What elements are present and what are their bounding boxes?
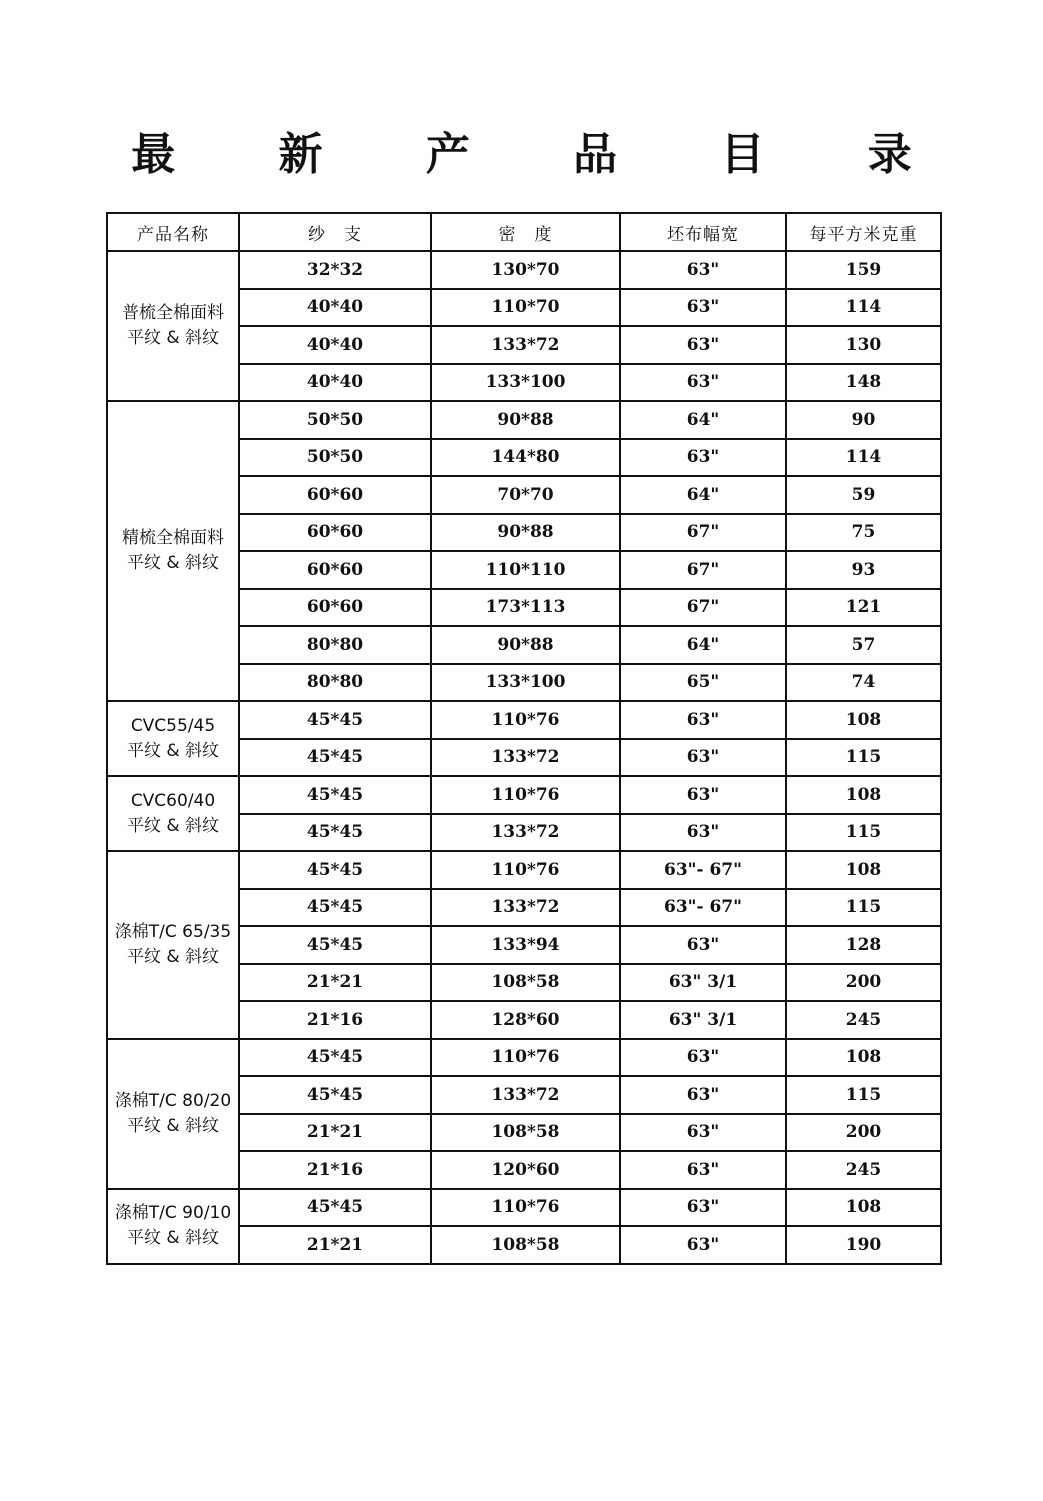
- cell-yarn-count: 40*40: [239, 364, 431, 402]
- cell-greige-width: 63": [620, 1151, 786, 1189]
- cell-gsm: 115: [786, 1076, 941, 1114]
- cell-gsm: 108: [786, 1039, 941, 1077]
- product-group-name: 涤棉T/C 90/10: [114, 1203, 232, 1223]
- cell-density: 133*72: [431, 326, 620, 364]
- product-group-name: 涤棉T/C 65/35: [114, 921, 232, 942]
- header-gsm: 每平方米克重: [786, 213, 941, 251]
- cell-yarn-count: 40*40: [239, 326, 431, 364]
- cell-density: 110*76: [431, 1189, 620, 1227]
- cell-density: 133*72: [431, 889, 620, 927]
- cell-gsm: 130: [786, 326, 941, 364]
- cell-gsm: 74: [786, 664, 941, 702]
- product-group-cell: [107, 251, 239, 401]
- cell-greige-width: 67": [620, 589, 786, 627]
- product-group-weave: 平纹 & 斜纹: [126, 946, 220, 967]
- cell-greige-width: 63": [620, 1189, 786, 1227]
- cell-gsm: 114: [786, 289, 941, 327]
- product-group-weave: 平纹 & 斜纹: [126, 1228, 220, 1248]
- cell-gsm: 108: [786, 851, 941, 889]
- cell-gsm: 128: [786, 926, 941, 964]
- cell-gsm: 90: [786, 401, 941, 439]
- table-row: [107, 776, 941, 814]
- cell-yarn-count: 50*50: [239, 439, 431, 477]
- cell-yarn-count: 45*45: [239, 814, 431, 852]
- cell-gsm: 200: [786, 964, 941, 1002]
- cell-density: 90*88: [431, 514, 620, 552]
- cell-yarn-count: 60*60: [239, 514, 431, 552]
- cell-yarn-count: 60*60: [239, 551, 431, 589]
- cell-yarn-count: 21*16: [239, 1151, 431, 1189]
- cell-greige-width: 64": [620, 476, 786, 514]
- cell-gsm: 200: [786, 1114, 941, 1152]
- cell-greige-width: 63": [620, 701, 786, 739]
- cell-greige-width: 64": [620, 626, 786, 664]
- cell-density: 110*76: [431, 851, 620, 889]
- cell-density: 144*80: [431, 439, 620, 477]
- cell-density: 133*72: [431, 739, 620, 777]
- product-catalog-table: [106, 212, 942, 1265]
- cell-greige-width: 63": [620, 289, 786, 327]
- cell-gsm: 115: [786, 739, 941, 777]
- cell-yarn-count: 45*45: [239, 776, 431, 814]
- table-header-row: [107, 213, 941, 251]
- cell-density: 128*60: [431, 1001, 620, 1039]
- cell-yarn-count: 45*45: [239, 851, 431, 889]
- cell-density: 173*113: [431, 589, 620, 627]
- cell-gsm: 121: [786, 589, 941, 627]
- cell-yarn-count: 45*45: [239, 889, 431, 927]
- cell-greige-width: 65": [620, 664, 786, 702]
- cell-density: 110*76: [431, 701, 620, 739]
- product-group-cell: [107, 1039, 239, 1189]
- cell-greige-width: 63": [620, 1114, 786, 1152]
- cell-yarn-count: 60*60: [239, 476, 431, 514]
- cell-gsm: 190: [786, 1226, 941, 1264]
- page-title: 最 新 产 品 目 录: [131, 129, 956, 180]
- cell-greige-width: 63": [620, 1226, 786, 1264]
- cell-density: 70*70: [431, 476, 620, 514]
- cell-greige-width: 63": [620, 739, 786, 777]
- cell-greige-width: 67": [620, 551, 786, 589]
- product-group-name: CVC60/40: [130, 790, 216, 811]
- cell-yarn-count: 80*80: [239, 664, 431, 702]
- table-row: [107, 851, 941, 889]
- cell-greige-width: 64": [620, 401, 786, 439]
- cell-density: 133*94: [431, 926, 620, 964]
- product-group-weave: 平纹 & 斜纹: [126, 553, 220, 573]
- cell-greige-width: 63": [620, 326, 786, 364]
- cell-greige-width: 63"- 67": [620, 851, 786, 889]
- cell-gsm: 115: [786, 889, 941, 927]
- header-greige-width: 坯布幅宽: [620, 213, 786, 251]
- table-row: [107, 701, 941, 739]
- cell-gsm: 57: [786, 626, 941, 664]
- cell-yarn-count: 21*21: [239, 964, 431, 1002]
- product-group-cell: [107, 851, 239, 1039]
- cell-density: 133*72: [431, 814, 620, 852]
- product-group-cell: [107, 776, 239, 851]
- cell-yarn-count: 50*50: [239, 401, 431, 439]
- cell-greige-width: 63": [620, 364, 786, 402]
- cell-density: 110*70: [431, 289, 620, 327]
- cell-gsm: 59: [786, 476, 941, 514]
- cell-yarn-count: 45*45: [239, 1039, 431, 1077]
- cell-yarn-count: 21*21: [239, 1114, 431, 1152]
- cell-greige-width: 63"- 67": [620, 889, 786, 927]
- cell-greige-width: 67": [620, 514, 786, 552]
- cell-gsm: 245: [786, 1001, 941, 1039]
- product-group-weave: 平纹 & 斜纹: [126, 815, 220, 836]
- cell-greige-width: 63": [620, 1076, 786, 1114]
- cell-gsm: 75: [786, 514, 941, 552]
- cell-gsm: 114: [786, 439, 941, 477]
- product-group-cell: [107, 401, 239, 701]
- product-group-cell: [107, 701, 239, 776]
- product-group-name: 涤棉T/C 80/20: [114, 1090, 232, 1111]
- cell-density: 133*72: [431, 1076, 620, 1114]
- header-yarn-count: 纱 支: [239, 213, 431, 251]
- product-group-weave: 平纹 & 斜纹: [126, 328, 220, 348]
- cell-density: 133*100: [431, 364, 620, 402]
- product-group-cell: [107, 1189, 239, 1264]
- cell-density: 120*60: [431, 1151, 620, 1189]
- cell-gsm: 93: [786, 551, 941, 589]
- table-row: [107, 1189, 941, 1227]
- product-group-name: 普梳全棉面料: [122, 303, 224, 323]
- cell-greige-width: 63": [620, 814, 786, 852]
- cell-gsm: 108: [786, 776, 941, 814]
- cell-yarn-count: 45*45: [239, 1076, 431, 1114]
- cell-yarn-count: 45*45: [239, 1189, 431, 1227]
- product-group-weave: 平纹 & 斜纹: [126, 1115, 220, 1136]
- cell-density: 133*100: [431, 664, 620, 702]
- cell-yarn-count: 45*45: [239, 739, 431, 777]
- table-body: [107, 251, 941, 1264]
- cell-yarn-count: 80*80: [239, 626, 431, 664]
- table-row: [107, 401, 941, 439]
- cell-density: 110*76: [431, 1039, 620, 1077]
- header-density: 密 度: [431, 213, 620, 251]
- cell-gsm: 108: [786, 701, 941, 739]
- cell-density: 108*58: [431, 1226, 620, 1264]
- cell-greige-width: 63" 3/1: [620, 1001, 786, 1039]
- table-row: [107, 1039, 941, 1077]
- product-group-name: CVC55/45: [130, 715, 216, 736]
- cell-density: 130*70: [431, 251, 620, 289]
- cell-greige-width: 63": [620, 776, 786, 814]
- cell-gsm: 159: [786, 251, 941, 289]
- cell-gsm: 108: [786, 1189, 941, 1227]
- cell-density: 90*88: [431, 401, 620, 439]
- cell-yarn-count: 21*21: [239, 1226, 431, 1264]
- cell-greige-width: 63": [620, 1039, 786, 1077]
- cell-yarn-count: 60*60: [239, 589, 431, 627]
- cell-yarn-count: 45*45: [239, 701, 431, 739]
- cell-gsm: 115: [786, 814, 941, 852]
- cell-yarn-count: 21*16: [239, 1001, 431, 1039]
- product-group-weave: 平纹 & 斜纹: [126, 740, 220, 761]
- cell-density: 110*76: [431, 776, 620, 814]
- cell-gsm: 148: [786, 364, 941, 402]
- cell-greige-width: 63": [620, 251, 786, 289]
- cell-gsm: 245: [786, 1151, 941, 1189]
- product-group-name: 精梳全棉面料: [122, 528, 224, 548]
- header-product-name: 产品名称: [107, 213, 239, 251]
- cell-density: 90*88: [431, 626, 620, 664]
- cell-density: 110*110: [431, 551, 620, 589]
- table-row: [107, 251, 941, 289]
- cell-yarn-count: 40*40: [239, 289, 431, 327]
- cell-yarn-count: 45*45: [239, 926, 431, 964]
- cell-greige-width: 63": [620, 926, 786, 964]
- cell-greige-width: 63" 3/1: [620, 964, 786, 1002]
- cell-yarn-count: 32*32: [239, 251, 431, 289]
- cell-density: 108*58: [431, 1114, 620, 1152]
- cell-greige-width: 63": [620, 439, 786, 477]
- cell-density: 108*58: [431, 964, 620, 1002]
